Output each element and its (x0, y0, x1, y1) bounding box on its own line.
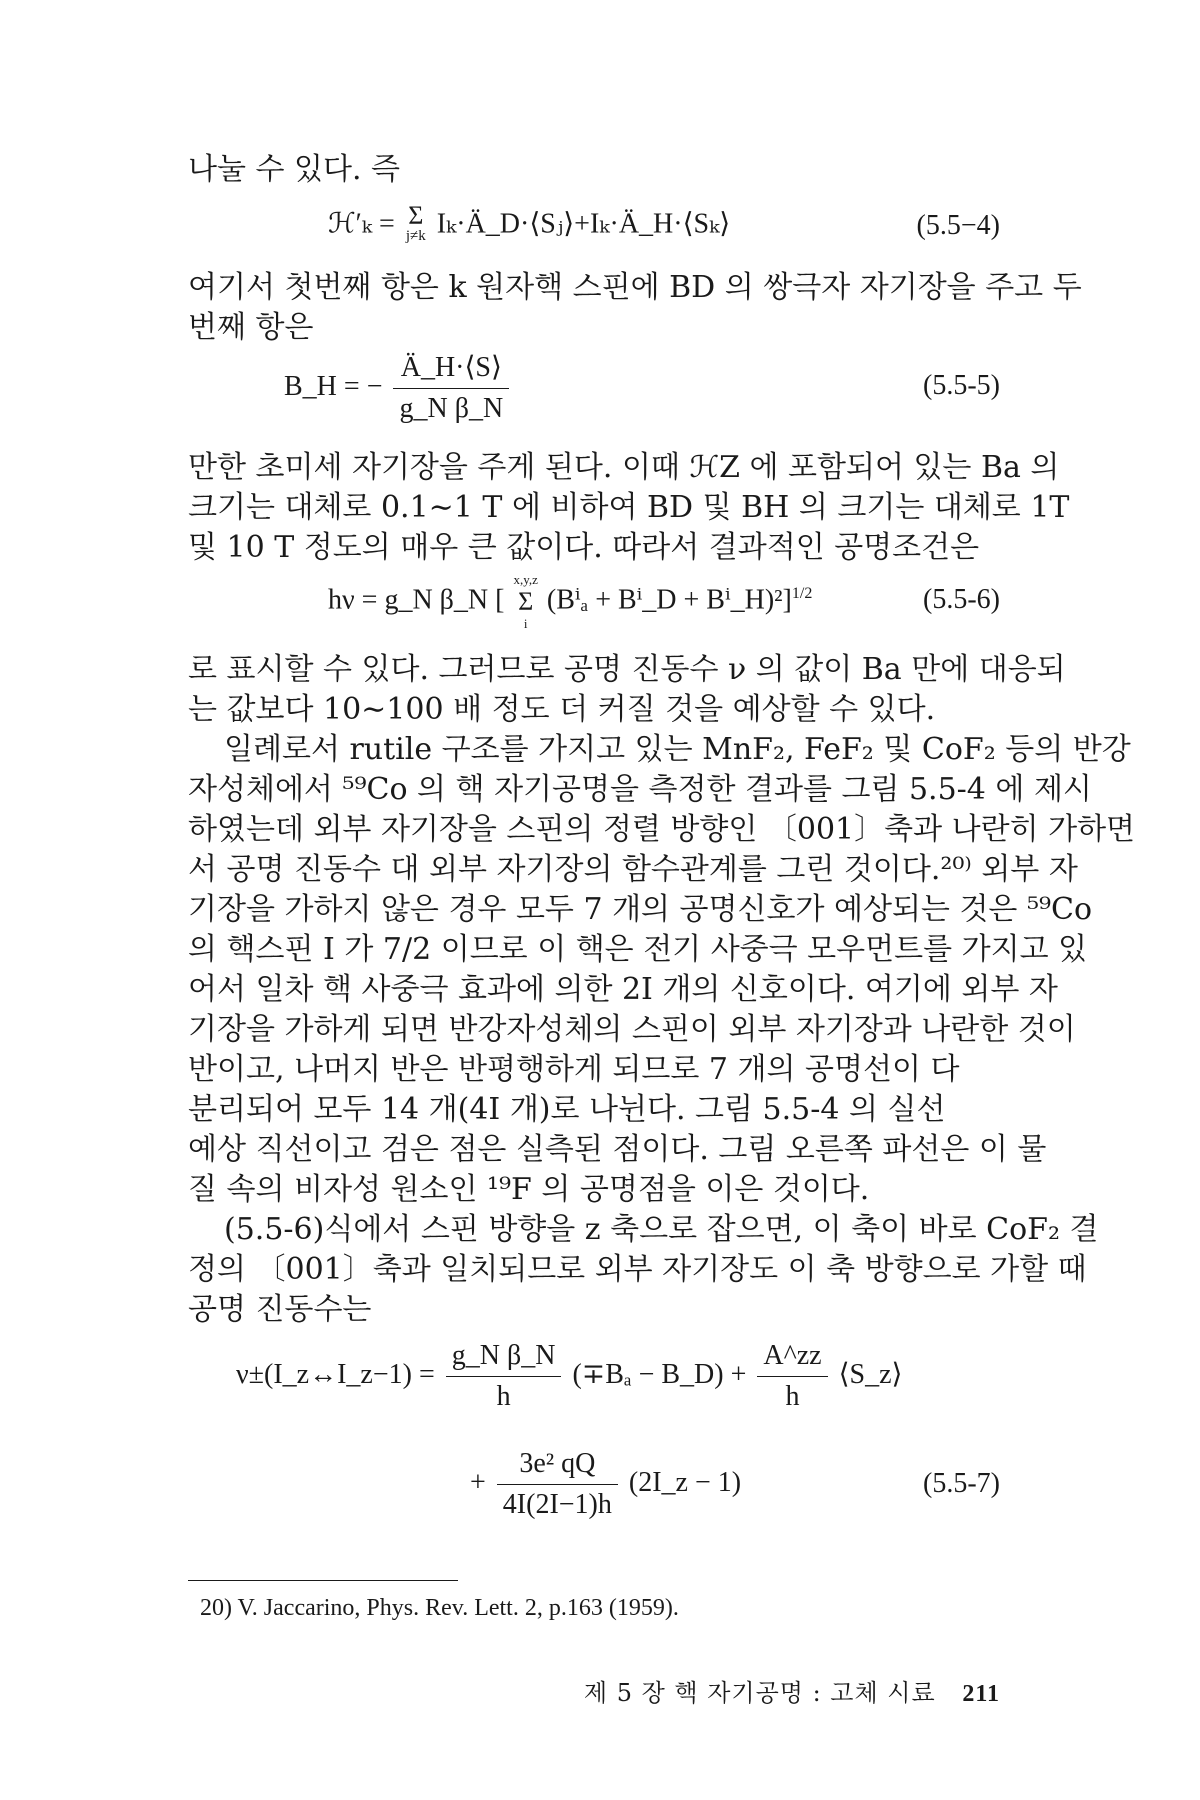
sum-subscript: j≠k (405, 228, 426, 244)
fraction-denominator: g_N β_N (399, 393, 504, 424)
equation-number: (5.5-5) (923, 370, 1000, 401)
text-line: 분리되어 모두 14 개(4I 개)로 나뉜다. 그림 5.5-4 의 실선 (188, 1092, 946, 1127)
fraction-numerator: g_N β_N (446, 1338, 562, 1377)
text-line: 질 속의 비자성 원소인 ¹⁹F 의 공명점을 이은 것이다. (188, 1172, 870, 1207)
text-line: 로 표시할 수 있다. 그러므로 공명 진동수 ν 의 값이 Ba 만에 대응되 (188, 652, 1066, 687)
equation-5-5-7-line-1 (236, 1338, 902, 1415)
text-line: 는 값보다 10∼100 배 정도 더 커질 것을 예상할 수 있다. (188, 692, 936, 727)
text-line: 일례로서 rutile 구조를 가지고 있는 MnF₂, FeF₂ 및 CoF₂ 등의 반강 (224, 732, 1131, 767)
text-line: 나눌 수 있다. 즉 (188, 152, 401, 187)
fraction (446, 1338, 562, 1415)
footnote: 20) V. Jaccarino, Phys. Rev. Lett. 2, p.163 (1959). (200, 1595, 679, 1621)
running-head (584, 1677, 1000, 1710)
fraction-denominator: 4I(2I−1)h (502, 1489, 612, 1520)
equation-middle: (∓Bₐ − B_D) + (572, 1358, 747, 1390)
equation-5-5-4 (328, 201, 731, 246)
fraction (497, 1446, 618, 1523)
text-line: 크기는 대체로 0.1∼1 T 에 비하여 BD 및 BH 의 크기는 대체로 1T (188, 490, 1070, 525)
text-line: 및 10 T 정도의 매우 큰 값이다. 따라서 결과적인 공명조건은 (188, 530, 980, 565)
equation-number: (5.5-6) (923, 584, 1000, 615)
equation-plus: + (470, 1466, 486, 1498)
equation-lhs: ℋ′ₖ = (328, 208, 395, 240)
fraction-numerator: Ä_H·⟨S⟩ (393, 350, 509, 389)
text-line: 번째 항은 (188, 310, 314, 345)
footnote-rule (188, 1580, 458, 1581)
equation-number: (5.5-7) (923, 1468, 1000, 1499)
sum-superscript: x,y,z (513, 572, 538, 587)
equation-5-5-7-line-2 (470, 1446, 741, 1523)
equation-end: (2I_z − 1) (628, 1466, 742, 1498)
equation-number: (5.5−4) (916, 210, 1000, 241)
fraction-numerator: 3e² qQ (497, 1446, 618, 1485)
text-line: 반이고, 나머지 반은 반평행하게 되므로 7 개의 공명선이 다 (188, 1052, 960, 1087)
text-line: 어서 일차 핵 사중극 효과에 의한 2I 개의 신호이다. 여기에 외부 자 (188, 972, 1058, 1007)
text-line: 하였는데 외부 자기장을 스핀의 정렬 방향인 〔001〕축과 나란히 가하면 (188, 812, 1136, 847)
running-head-chapter: 제 5 장 핵 자기공명 : 고체 시료 (583, 1679, 936, 1707)
equation-lhs: hν = g_N β_N [ (328, 584, 505, 616)
text-line: 자성체에서 ⁵⁹Co 의 핵 자기공명을 측정한 결과를 그림 5.5-4 에 제시 (188, 772, 1092, 807)
equation-end: ⟨S_z⟩ (838, 1358, 903, 1390)
fraction-numerator: A^zz (757, 1338, 827, 1377)
equation-5-5-5 (284, 350, 513, 427)
page-number: 211 (962, 1681, 1000, 1707)
text-line: 만한 초미세 자기장을 주게 된다. 이때 ℋZ 에 포함되어 있는 Ba 의 (188, 450, 1060, 485)
sum-symbol: Σ (518, 587, 534, 616)
equation-power: 1/2 (791, 585, 813, 603)
sum-symbol: Σ (408, 201, 424, 230)
text-line: 공명 진동수는 (188, 1292, 372, 1327)
equation-body: (Bⁱₐ + Bⁱ_D + Bⁱ_H)²] (546, 584, 792, 616)
text-line: 기장을 가하지 않은 경우 모두 7 개의 공명신호가 예상되는 것은 ⁵⁹Co (188, 892, 1093, 927)
text-line: 정의 〔001〕축과 일치되므로 외부 자기장도 이 축 방향으로 가할 때 (188, 1252, 1087, 1287)
equation-lhs: ν±(I_z↔I_z−1) = (236, 1358, 435, 1390)
text-line: 예상 직선이고 검은 점은 실측된 점이다. 그림 오른쪽 파선은 이 물 (188, 1132, 1047, 1167)
fraction-denominator: h (785, 1381, 800, 1412)
text-line: (5.5-6)식에서 스핀 방향을 z 축으로 잡으면, 이 축이 바로 CoF₂ 결 (224, 1212, 1099, 1247)
fraction (757, 1338, 827, 1415)
text-line: 여기서 첫번째 항은 k 원자핵 스핀에 BD 의 쌍극자 자기장을 주고 두 (188, 270, 1082, 305)
text-line: 의 핵스핀 I 가 7/2 이므로 이 핵은 전기 사중극 모우먼트를 가지고 있 (188, 932, 1088, 967)
fraction-denominator: h (496, 1381, 511, 1412)
text-line: 기장을 가하게 되면 반강자성체의 스핀이 외부 자기장과 나란한 것이 (188, 1012, 1076, 1047)
sum-subscript: i (523, 616, 528, 631)
text-line: 서 공명 진동수 대 외부 자기장의 함수관계를 그린 것이다.²⁰⁾ 외부 자 (188, 852, 1078, 887)
fraction (393, 350, 509, 427)
equation-5-5-6 (328, 572, 812, 632)
equation-lhs: B_H = − (284, 370, 383, 402)
equation-rhs: Iₖ·Ä_D·⟨Sⱼ⟩+Iₖ·Ä_H·⟨Sₖ⟩ (436, 208, 731, 240)
